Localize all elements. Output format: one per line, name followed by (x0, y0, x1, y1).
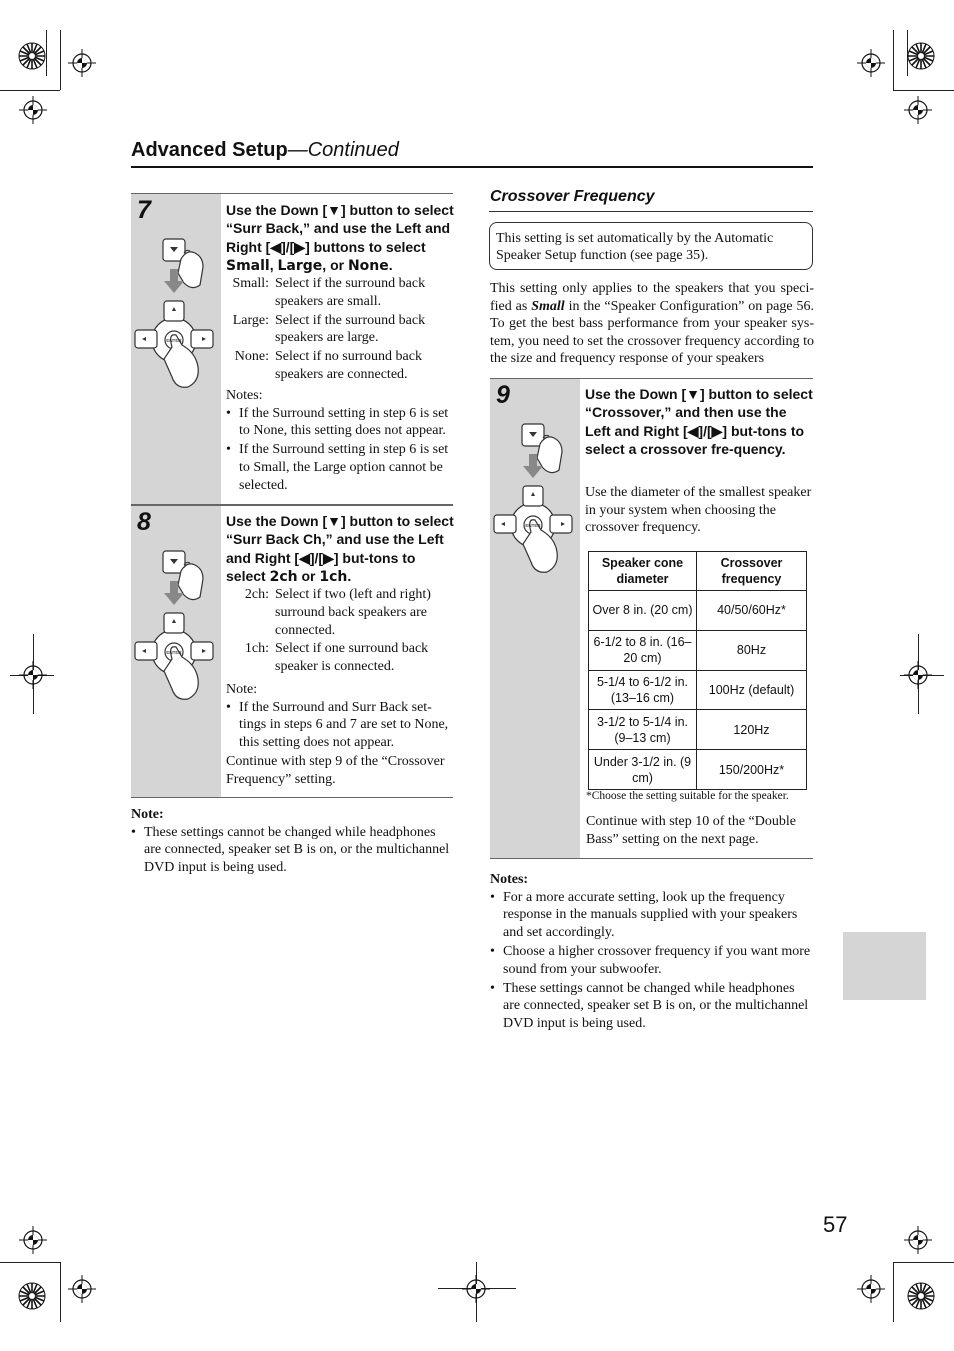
option-term: Large: (232, 312, 269, 328)
step-instruction: Use the Down [▼] button to select “Surr Back,” and use the Left and Right [◀]/[▶] buttons to select Small, Large, or None. (226, 202, 454, 274)
continue-text: Continue with step 9 of the “Crossover Frequency” setting. (226, 753, 445, 787)
intro-paragraph: This setting only applies to the speakers that you speci-fied as Small in the “Speaker Configuration” on page 56. To get the best bass performance from your speaker sys-tem, you need to set the crossover frequency according to the size and frequency response of your speakers (490, 281, 814, 367)
diameter-cell: Under 3-1/2 in. (9 cm) (589, 750, 697, 790)
notes-heading: Note: (226, 682, 258, 697)
list-item: • If the Surround setting in step 6 is set to None, this setting does not appear. (226, 405, 454, 441)
notes-heading: Notes: (490, 872, 529, 887)
option-description: Select if one surround back speaker is connected. (275, 641, 429, 675)
frequency-cell: 150/200Hz* (697, 750, 807, 790)
column-header: Speaker cone diameter (589, 552, 697, 591)
diameter-cell: 6-1/2 to 8 in. (16–20 cm) (589, 630, 697, 670)
left-note (131, 806, 453, 878)
continue-text: Continue with step 10 of the “Double Bass” setting on the next page. (586, 814, 796, 847)
option-term: Small: (232, 276, 269, 291)
notes-list (226, 405, 454, 495)
option-term: 2ch: (244, 587, 269, 602)
step-body: Use the diameter of the smallest speaker in your system when choosing the crossover frequency. (585, 485, 812, 536)
step-instruction: Use the Down [▼] button to select “Surr Back Ch,” and use the Left and Right [◀]/[▶] but-tons to select 2ch or 1ch. (226, 513, 454, 585)
frequency-cell: 40/50/60Hz* (697, 591, 807, 631)
remote-down-button-icon (493, 416, 579, 576)
table-body (589, 591, 807, 790)
step-number: 7 (137, 196, 151, 224)
option-row (226, 640, 454, 676)
remote-down-button-icon (134, 543, 220, 703)
header-title: Advanced Setup (131, 139, 288, 161)
table-row (589, 630, 807, 670)
list-item: • These settings cannot be changed while headphones are connected, speaker set B is on, or the multichannel DVD input is being used. (490, 980, 813, 1033)
section-heading: Crossover Frequency (490, 188, 655, 205)
column-header: Crossover frequency (697, 552, 807, 591)
step-instruction: Use the Down [▼] button to select “Crossover,” and then use the Left and Right [◀]/[▶] but-tons to select a crossover fre-quency. (585, 386, 813, 457)
table-footnote: *Choose the setting suitable for the speaker. (586, 790, 789, 802)
step-7-box (131, 193, 453, 505)
table-row (589, 670, 807, 710)
option-row (226, 312, 454, 348)
header-rule (131, 166, 813, 168)
option-list (226, 275, 454, 385)
diameter-cell: 3-1/2 to 5-1/4 in. (9–13 cm) (589, 710, 697, 750)
notes-list (131, 824, 453, 877)
header-continued: —Continued (287, 139, 399, 161)
notes-heading: Note: (131, 807, 164, 822)
option-row (226, 348, 454, 384)
frequency-cell: 120Hz (697, 710, 807, 750)
list-item: • These settings cannot be changed while headphones are connected, speaker set B is on, or the multichannel DVD input is being used. (131, 824, 453, 877)
list-item: • If the Surround and Surr Back set-tings in steps 6 and 7 are set to None, this setting does not appear. (226, 699, 454, 752)
table-row (589, 710, 807, 750)
list-item: • Choose a higher crossover frequency if you want more sound from your subwoofer. (490, 943, 813, 979)
notes-section (226, 681, 454, 788)
step-8-box (131, 505, 453, 798)
frequency-cell: 80Hz (697, 630, 807, 670)
notes-list (226, 699, 454, 752)
enter-label: ENTER (166, 650, 182, 655)
option-row (226, 275, 454, 311)
section-rule (489, 211, 813, 212)
step-number: 8 (137, 508, 151, 536)
page-number: 57 (823, 1212, 848, 1237)
notes-section (226, 387, 454, 496)
notes-list (490, 889, 813, 1033)
option-description: Select if two (left and right) surround back speakers are connected. (275, 587, 431, 638)
remote-down-button-icon (134, 231, 220, 391)
option-list (226, 586, 454, 677)
option-description: Select if the surround back speakers are large. (275, 312, 426, 346)
right-notes (490, 871, 813, 1034)
table-row (589, 591, 807, 631)
enter-label: ENTER (166, 338, 182, 343)
page-header (131, 139, 399, 162)
table-row (589, 750, 807, 790)
table-header-row (589, 552, 807, 591)
step-number: 9 (496, 381, 510, 409)
option-term: 1ch: (244, 641, 269, 657)
option-description: Select if the surround back speakers are small. (275, 276, 426, 309)
option-row (226, 586, 454, 639)
crossover-table (588, 551, 807, 790)
frequency-cell: 100Hz (default) (697, 670, 807, 710)
diameter-cell: 5-1/4 to 6-1/2 in. (13–16 cm) (589, 670, 697, 710)
list-item: • For a more accurate setting, look up the frequency response in the manuals supplied with your speakers and set accordingly. (490, 889, 813, 942)
enter-label: ENTER (525, 523, 541, 528)
diameter-cell: Over 8 in. (20 cm) (589, 591, 697, 631)
list-item: • If the Surround setting in step 6 is set to Small, the Large option cannot be selected. (226, 441, 454, 494)
notes-heading: Notes: (226, 388, 263, 403)
info-box: This setting is set automatically by the Automatic Speaker Setup function (see page 35). (489, 222, 813, 270)
option-description: Select if no surround back speakers are connected. (275, 349, 422, 382)
option-term: None: (234, 349, 269, 365)
page-tab-marker (843, 932, 926, 1000)
